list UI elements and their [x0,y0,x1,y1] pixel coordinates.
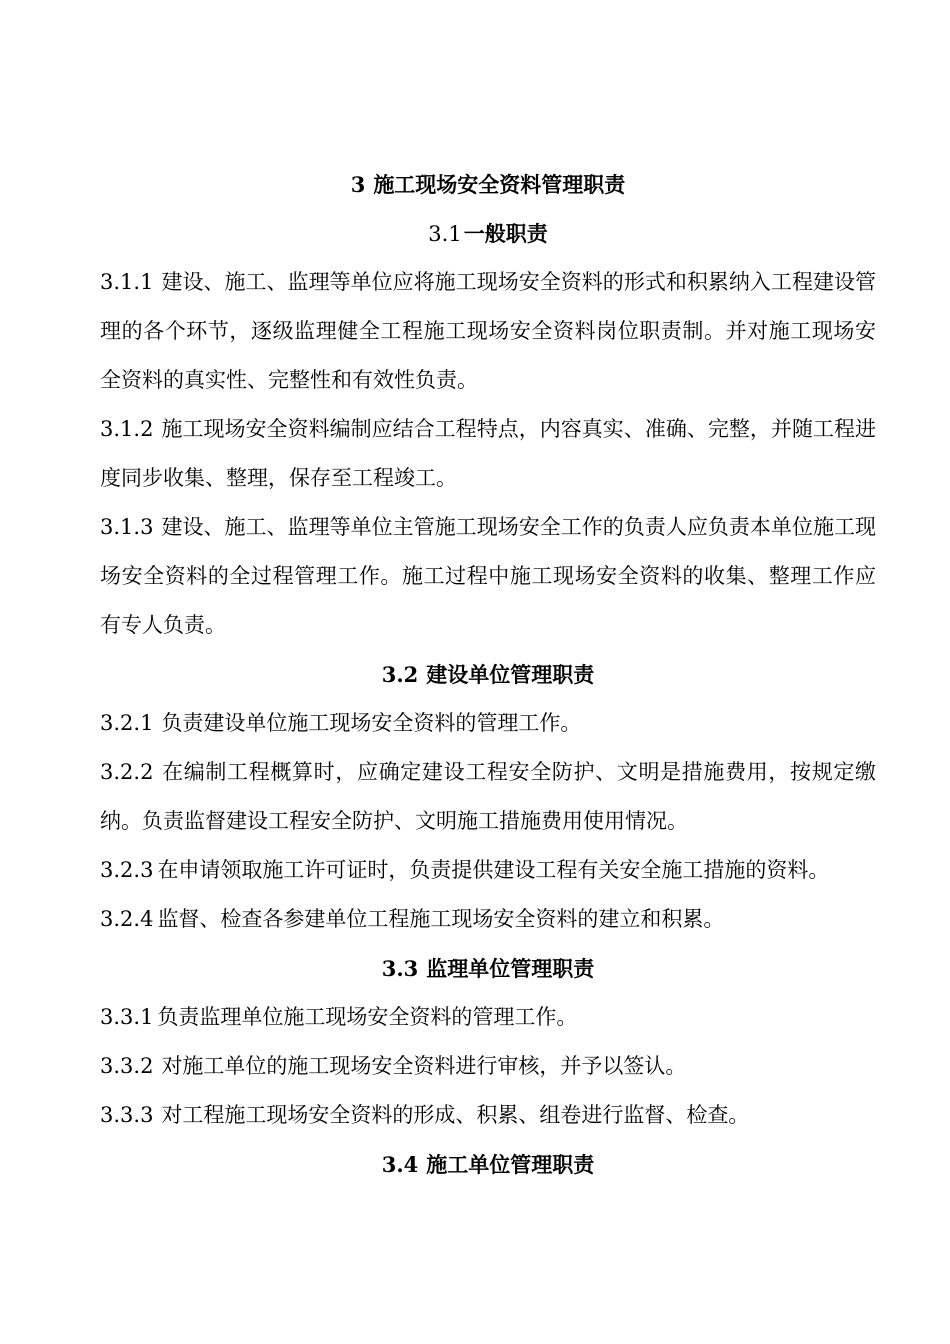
subsection-number: 3.3 [381,956,419,981]
clause-number: 3.1.2 [100,417,154,441]
clause-text: 在申请领取施工许可证时，负责提供建设工程有关安全施工措施的资料。 [157,858,830,882]
clause-number: 3.3.2 [100,1054,154,1078]
clause-3-1-2 [100,405,876,503]
clause-number: 3.2.1 [100,711,154,735]
clause-text: 监督、检查各参建单位工程施工现场安全资料的建立和积累。 [157,907,725,931]
clause-text: 建设、施工、监理等单位主管施工现场安全工作的负责人应负责本单位施工现场安全资料的全过程管理工作。施工过程中施工现场安全资料的收集、整理工作应有专人负责。 [100,515,876,637]
clause-text: 建设、施工、监理等单位应将施工现场安全资料的形式和积累纳入工程建设管理的各个环节，逐级监理健全工程施工现场安全资料岗位职责制。并对施工现场安全资料的真实性、完整性和有效性负责。 [100,270,876,392]
subsection-heading-3-4 [100,1140,876,1189]
clause-text: 负责监理单位施工现场安全资料的管理工作。 [157,1005,578,1029]
clause-text: 对施工单位的施工现场安全资料进行审核，并予以签认。 [161,1054,687,1078]
clause-3-2-1 [100,699,876,748]
clause-3-3-2 [100,1042,876,1091]
clause-3-1-1 [100,258,876,405]
subsection-heading-3-1 [100,209,876,258]
clause-number: 3.1.3 [100,515,154,539]
clause-3-2-2 [100,748,876,846]
subsection-title: 建设单位管理职责 [426,662,595,687]
clause-number: 3.1.1 [100,270,154,294]
clause-3-3-1 [100,993,876,1042]
clause-text: 施工现场安全资料编制应结合工程特点，内容真实、准确、完整，并随工程进度同步收集、整理，保存至工程竣工。 [100,417,876,490]
document-page [100,160,876,1189]
clause-3-3-3 [100,1091,876,1140]
subsection-title: 监理单位管理职责 [426,956,595,981]
clause-number: 3.2.3 [100,858,154,882]
clause-3-2-4 [100,895,876,944]
clause-number: 3.2.2 [100,760,154,784]
subsection-title: 施工单位管理职责 [426,1152,595,1177]
clause-3-2-3 [100,846,876,895]
clause-number: 3.2.4 [100,907,154,931]
clause-text: 负责建设单位施工现场安全资料的管理工作。 [161,711,582,735]
clause-number: 3.3.3 [100,1103,154,1127]
section-title: 施工现场安全资料管理职责 [373,172,626,197]
clause-number: 3.3.1 [100,1005,154,1029]
subsection-title: 一般职责 [463,221,548,246]
clause-3-1-3 [100,503,876,650]
subsection-heading-3-2 [100,650,876,699]
section-heading [100,160,876,209]
subsection-number: 3.2 [381,662,419,687]
clause-text: 对工程施工现场安全资料的形成、积累、组卷进行监督、检查。 [161,1103,750,1127]
subsection-number: 3.1 [428,222,462,246]
subsection-number: 3.4 [381,1152,419,1177]
subsection-heading-3-3 [100,944,876,993]
clause-text: 在编制工程概算时，应确定建设工程安全防护、文明是措施费用，按规定缴纳。负责监督建设工程安全防护、文明施工措施费用使用情况。 [100,760,876,833]
section-number: 3 [350,172,366,197]
